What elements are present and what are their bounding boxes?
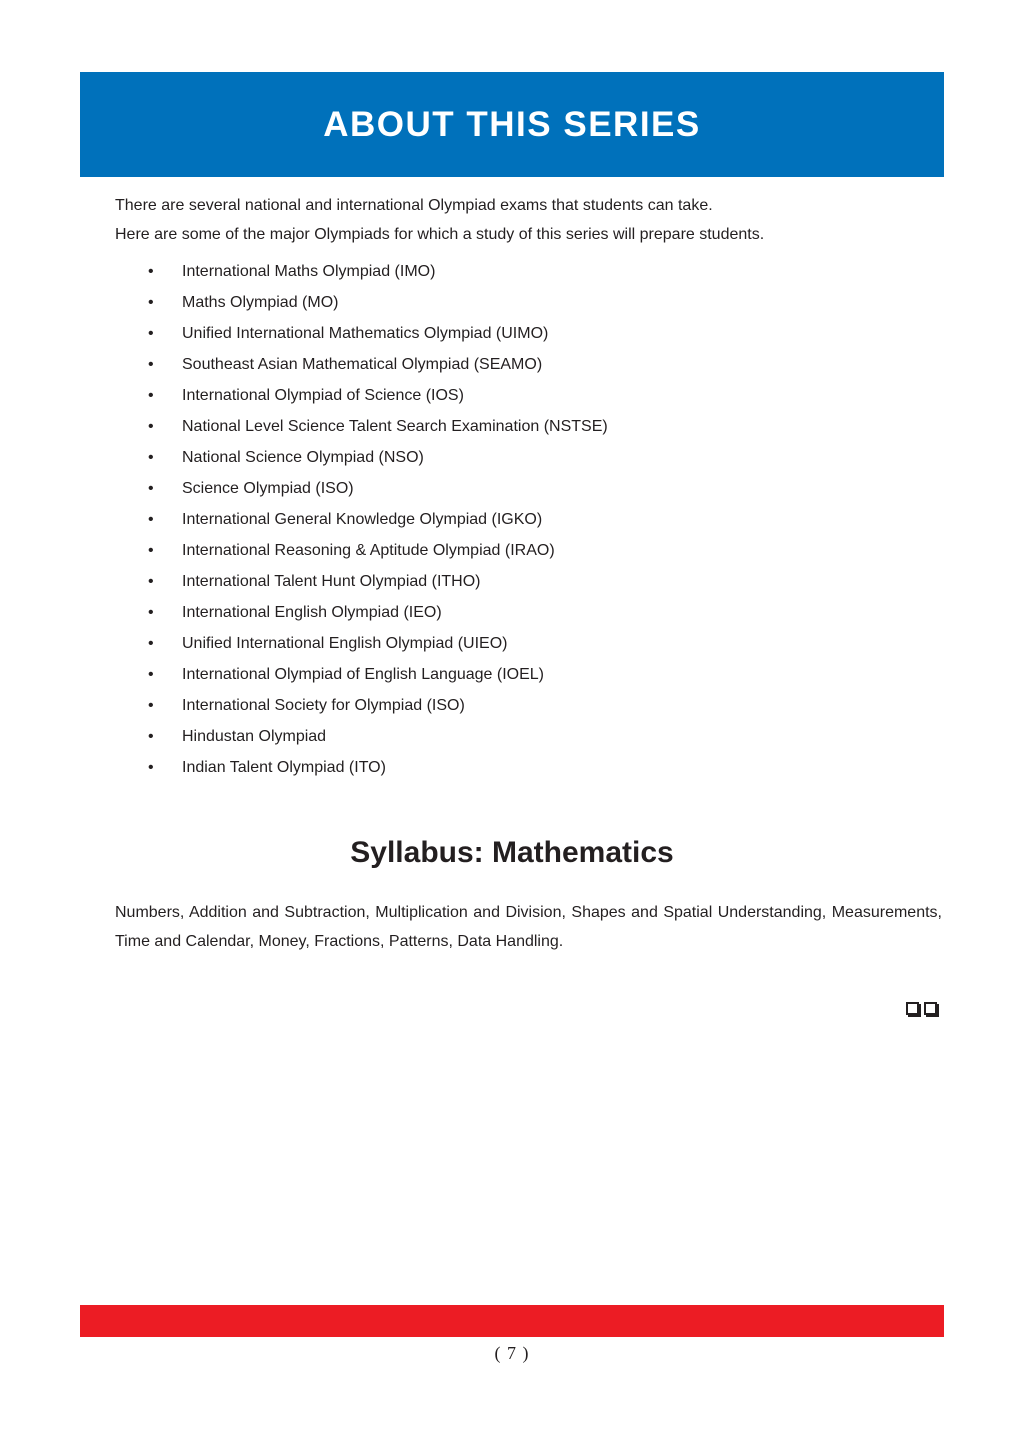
square-icon <box>906 1002 919 1015</box>
bullet-icon: • <box>148 293 154 311</box>
list-item <box>148 287 868 318</box>
bullet-icon: • <box>148 696 154 714</box>
list-item <box>148 349 868 380</box>
intro-line-2: Here are some of the major Olympiads for which a study of this series will prepare students. <box>115 226 765 243</box>
square-icon <box>924 1002 937 1015</box>
list-item-label: International Society for Olympiad (ISO) <box>182 696 465 714</box>
bullet-icon: • <box>148 665 154 683</box>
bullet-icon: • <box>148 479 154 497</box>
list-item <box>148 690 868 721</box>
list-item-label: International Olympiad of Science (IOS) <box>182 386 464 404</box>
double-square-icon <box>906 1002 937 1015</box>
section-banner <box>80 72 944 177</box>
list-item-label: International Maths Olympiad (IMO) <box>182 262 436 280</box>
list-item <box>148 535 868 566</box>
bullet-icon: • <box>148 386 154 404</box>
list-item-label: National Science Olympiad (NSO) <box>182 448 424 466</box>
intro-line-1: There are several national and international Olympiad exams that students can take. <box>115 197 713 214</box>
bullet-icon: • <box>148 417 154 435</box>
bullet-icon: • <box>148 758 154 776</box>
list-item-label: International General Knowledge Olympiad (IGKO) <box>182 510 543 528</box>
list-item-label: Maths Olympiad (MO) <box>182 293 339 311</box>
list-item-label: International Olympiad of English Language (IOEL) <box>182 665 544 683</box>
list-item-label: Southeast Asian Mathematical Olympiad (SEAMO) <box>182 355 543 373</box>
syllabus-heading: Syllabus: Mathematics <box>350 836 674 869</box>
list-item <box>148 473 868 504</box>
list-item <box>148 721 868 752</box>
list-item <box>148 628 868 659</box>
list-item <box>148 256 868 287</box>
list-item <box>148 318 868 349</box>
list-item-label: Unified International English Olympiad (UIEO) <box>182 634 508 652</box>
list-item <box>148 752 868 783</box>
bullet-icon: • <box>148 324 154 342</box>
list-item-label: Unified International Mathematics Olympiad (UIMO) <box>182 324 549 342</box>
list-item <box>148 659 868 690</box>
olympiad-list <box>148 256 868 783</box>
page-number: ( 7 ) <box>494 1343 530 1363</box>
bullet-icon: • <box>148 510 154 528</box>
list-item <box>148 566 868 597</box>
list-item-label: International Reasoning & Aptitude Olympiad (IRAO) <box>182 541 555 559</box>
list-item-label: International English Olympiad (IEO) <box>182 603 442 621</box>
bullet-icon: • <box>148 634 154 652</box>
list-item <box>148 442 868 473</box>
list-item-label: Indian Talent Olympiad (ITO) <box>182 758 386 776</box>
list-item-label: Hindustan Olympiad <box>182 727 327 745</box>
list-item <box>148 504 868 535</box>
bullet-icon: • <box>148 572 154 590</box>
bullet-icon: • <box>148 727 154 745</box>
bullet-icon: • <box>148 262 154 280</box>
list-item <box>148 411 868 442</box>
footer-red-bar <box>80 1305 944 1337</box>
bullet-icon: • <box>148 448 154 466</box>
syllabus-paragraph: Numbers, Addition and Subtraction, Multiplication and Division, Shapes and Spatial Understanding, Measurements, Time and Calendar, Money, Fractions, Patterns, Data Handling. <box>115 904 942 950</box>
list-item <box>148 380 868 411</box>
list-item <box>148 597 868 628</box>
page-title: ABOUT THIS SERIES <box>323 104 701 144</box>
bullet-icon: • <box>148 541 154 559</box>
list-item-label: National Level Science Talent Search Examination (NSTSE) <box>182 417 608 435</box>
list-item-label: Science Olympiad (ISO) <box>182 479 354 497</box>
bullet-icon: • <box>148 355 154 373</box>
intro-paragraph <box>115 191 945 249</box>
bullet-icon: • <box>148 603 154 621</box>
list-item-label: International Talent Hunt Olympiad (ITHO) <box>182 572 481 590</box>
